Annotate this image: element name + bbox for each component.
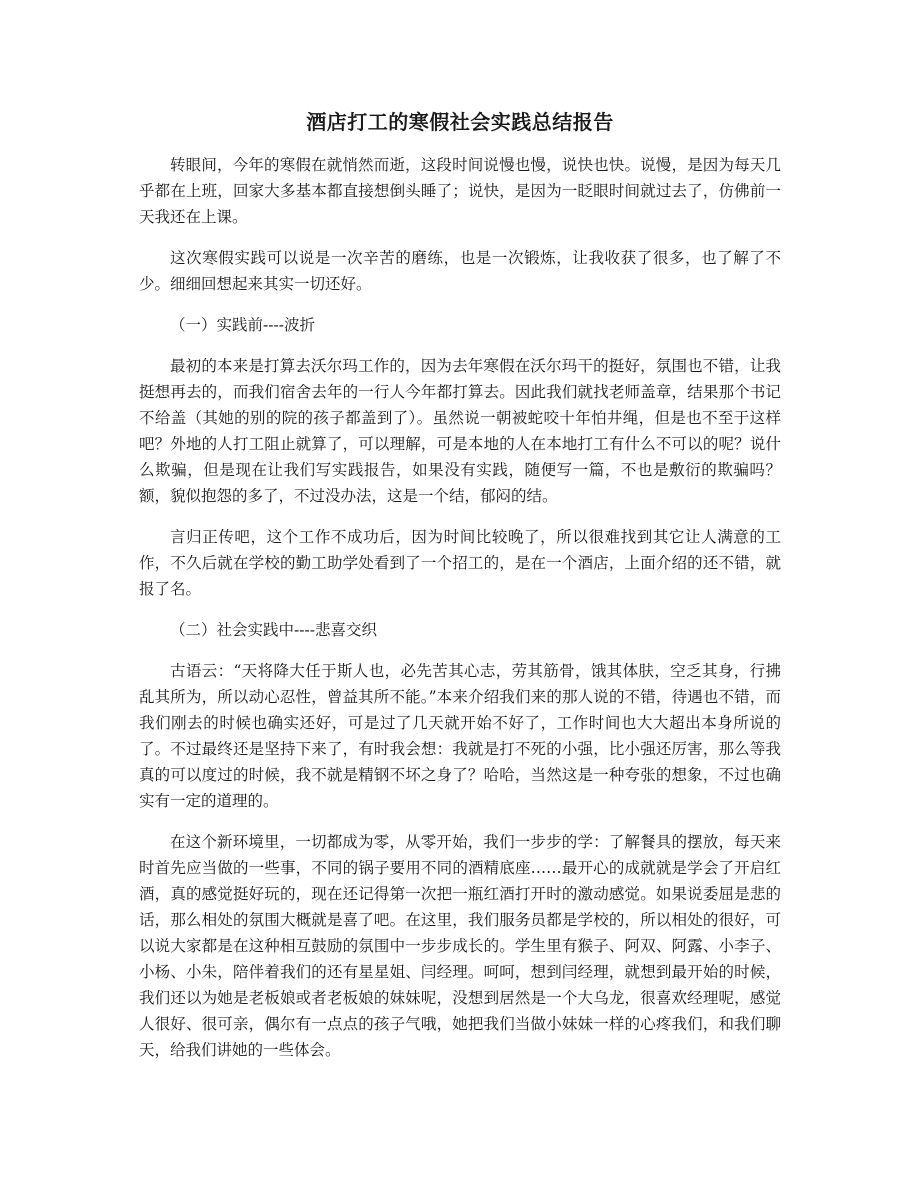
- section-heading-during-practice: （二）社会实践中----悲喜交织: [170, 621, 377, 639]
- paragraph-quote: 古语云：“天将降大任于斯人也，必先苦其心志，劳其筋骨，饿其体肤，空乏其身，行拂乱其所为，所以动心忍性，曾益其所不能。”本来介绍我们来的那人说的不错，待遇也不错，而我们刚去的时候也确实还好，可是过了几天就开始不好了，工作时间也大大超出本身所说的了。不过最终还是坚持下来了，有时我会想：我就是打不死的小强，比小强还厉害，那么等我真的可以度过的时候，我不就是精钢不坏之身了？哈哈，当然这是一种夸张的想象，不过也确实有一定的道理的。: [139, 662, 781, 810]
- paragraph-walmart: 最初的本来是打算去沃尔玛工作的，因为去年寒假在沃尔玛干的挺好，氛围也不错，让我挺想再去的，而我们宿舍去年的一行人今年都打算去。因此我们就找老师盖章，结果那个书记不给盖（其她的别的院的孩子都盖到了）。虽然说一朝被蛇咬十年怕井绳，但是也不至于这样吧？外地的人打工阻止就算了，可以理解，可是本地的人在本地打工有什么不可以的呢？说什么欺骗，但是现在让我们写实践报告，如果没有实践，随便写一篇，不也是敷衍的欺骗吗？额，貌似抱怨的多了，不过没办法，这是一个结，郁闷的结。: [139, 357, 781, 505]
- paragraph-intro: 转眼间，今年的寒假在就悄然而逝，这段时间说慢也慢，说快也快。说慢，是因为每天几乎都在上班，回家大多基本都直接想倒头睡了；说快，是因为一眨眼时间就过去了，仿佛前一天我还在上课。: [139, 156, 781, 226]
- paragraph-new-environment: 在这个新环境里，一切都成为零，从零开始，我们一步步的学：了解餐具的摆放，每天来时首先应当做的一些事，不同的锅子要用不同的酒精底座……最开心的成就就是学会了开启红酒，真的感觉挺好玩的，现在还记得第一次把一瓶红酒打开时的激动感觉。如果说委屈是悲的话，那么相处的氛围大概就是喜了吧。在这里，我们服务员都是学校的，所以相处的很好，可以说大家都是在这种相互鼓励的氛围中一步步成长的。学生里有猴子、阿双、阿露、小李子、小杨、小朱，陪伴着我们的还有星星姐、闫经理。呵呵，想到闫经理，就想到最开始的时候，我们还以为她是老板娘或者老板娘的妹妹呢，没想到居然是一个大乌龙，很喜欢经理呢，感觉人很好、很可亲，偶尔有一点点的孩子气哦，她把我们当做小妹妹一样的心疼我们，和我们聊天，给我们讲她的一些体会。: [139, 833, 781, 1059]
- document-page: [139, 108, 781, 1078]
- section-heading-before-practice: （一）实践前----波折: [170, 316, 315, 334]
- document-title: 酒店打工的寒假社会实践总结报告: [306, 110, 614, 134]
- paragraph-summary: 这次寒假实践可以说是一次辛苦的磨练，也是一次锻炼，让我收获了很多，也了解了不少。细细回想起来其实一切还好。: [139, 249, 781, 293]
- paragraph-hotel-job: 言归正传吧，这个工作不成功后，因为时间比较晚了，所以很难找到其它让人满意的工作，不久后就在学校的勤工助学处看到了一个招工的，是在一个酒店，上面介绍的还不错，就报了名。: [139, 528, 781, 598]
